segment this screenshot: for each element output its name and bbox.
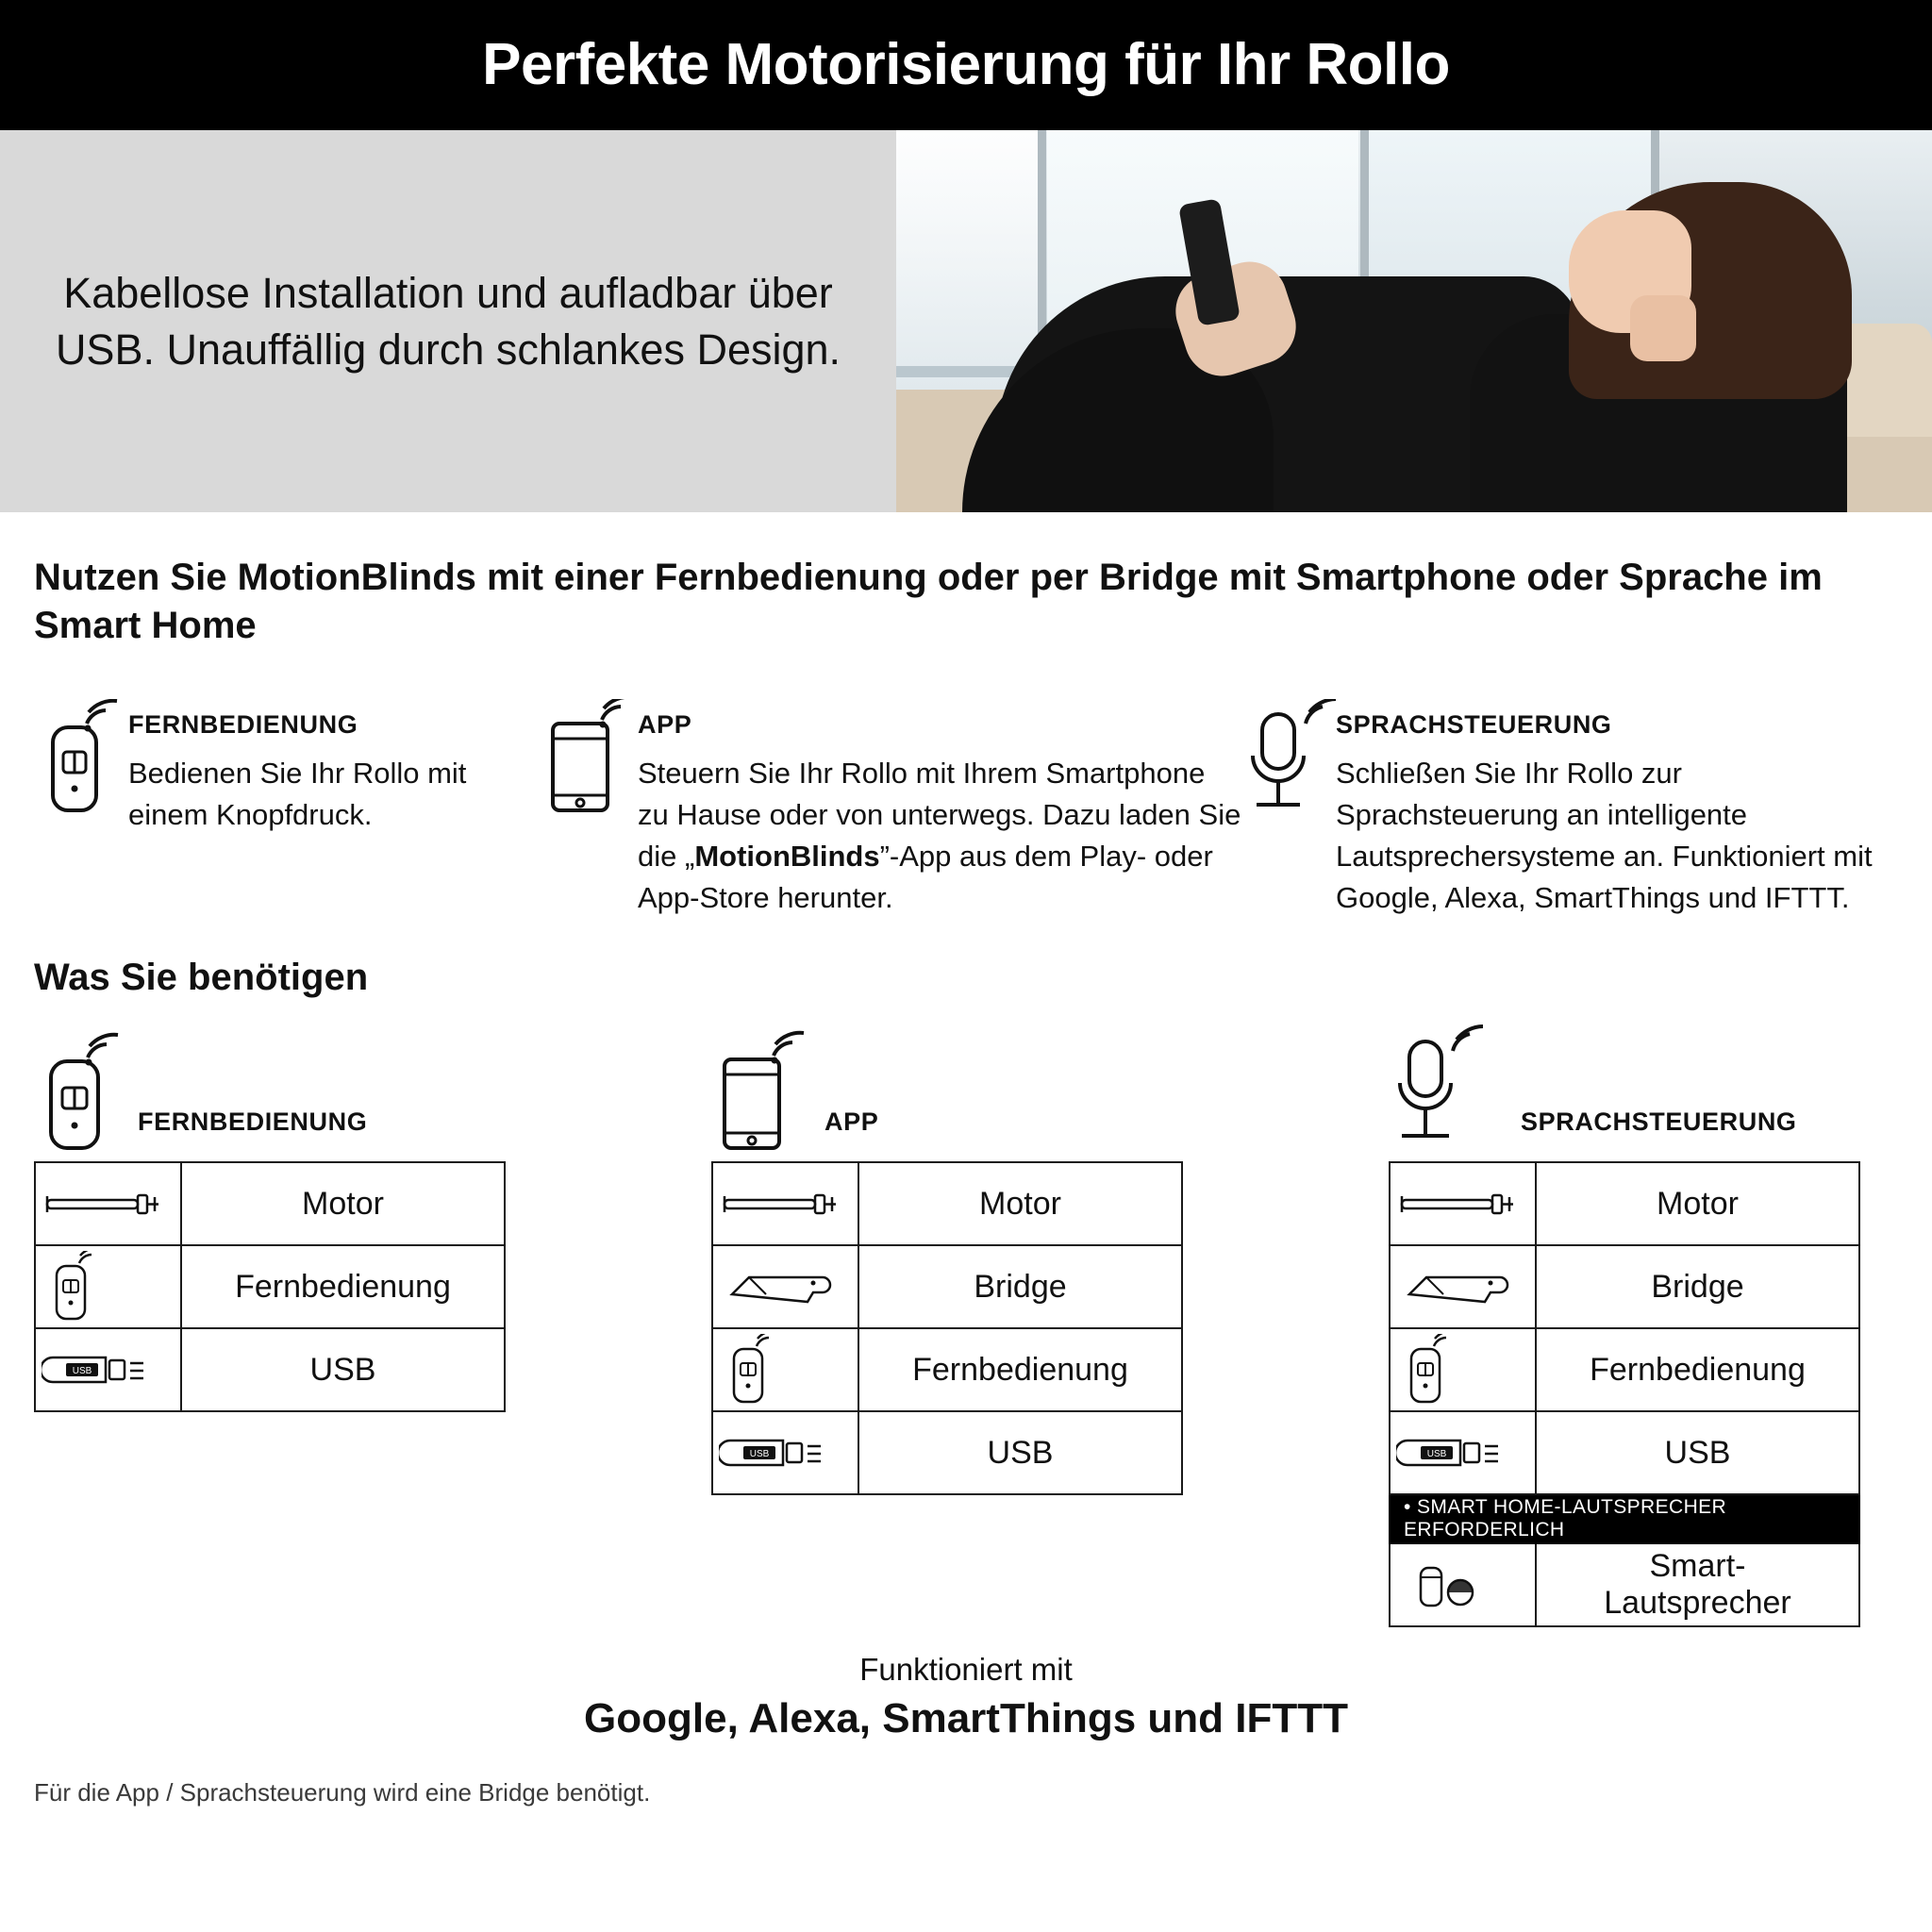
remote-control-icon [35,1245,181,1328]
requirement-name: Motor [1536,1162,1859,1245]
requirement-name: Motor [181,1162,505,1245]
feature-text [638,753,1241,919]
motor-icon [35,1162,181,1245]
requirements-table [34,1161,506,1412]
fineprint: Für die App / Sprachsteuerung wird eine Bridge benötigt. [34,1778,651,1807]
motor-icon [712,1162,858,1245]
hero-tagline: Kabellose Installation und aufladbar über USB. Unauffällig durch schlankes Design. [55,269,841,374]
remote-control-icon [34,695,128,919]
needs-column-sprachsteuerung [1389,1012,1898,1627]
usb-icon [712,1411,858,1494]
smart-speaker-icon [1390,1543,1536,1626]
motor-icon [1390,1162,1536,1245]
needs-column-label: FERNBEDIENUNG [138,1108,368,1137]
requirement-name: USB [1536,1411,1859,1494]
page-title: Perfekte Motorisierung für Ihr Rollo [482,32,1450,97]
table-row [712,1245,1182,1328]
table-row [1390,1328,1859,1411]
microphone-icon [1241,695,1336,919]
needs-column-fernbedienung [34,1012,711,1627]
needs-column-app [711,1012,1389,1627]
feature-fernbedienung [34,695,543,919]
table-row [1390,1162,1859,1245]
requirement-name: Bridge [1536,1245,1859,1328]
hero-photo [896,130,1932,512]
lead-paragraph: Nutzen Sie MotionBlinds mit einer Fernbedienung oder per Bridge mit Smartphone oder Sprache im Smart Home [34,557,1823,647]
table-row [712,1328,1182,1411]
feature-app [543,695,1241,919]
works-with-block [34,1652,1898,1742]
feature-text: Schließen Sie Ihr Rollo zur Sprachsteuerung an intelligente Lautsprechersysteme an. Funktioniert mit Google, Alexa, SmartThings und IFTTT. [1336,757,1873,915]
usb-icon [1390,1411,1536,1494]
table-row [35,1328,505,1411]
feature-text-part2: ”-App aus dem Play- oder App-Store herunter. [638,840,1213,915]
bridge-icon [712,1245,858,1328]
requirement-name: Motor [858,1162,1182,1245]
feature-title: APP [638,710,692,740]
speaker-required-note: • SMART HOME-LAUTSPRECHER ERFORDERLICH [1390,1494,1859,1543]
table-row [35,1245,505,1328]
remote-control-icon [1390,1328,1536,1411]
table-row [712,1162,1182,1245]
needs-column-label: SPRACHSTEUERUNG [1521,1108,1797,1137]
feature-sprachsteuerung [1241,695,1898,919]
smartphone-icon [711,1022,824,1154]
requirement-name: Bridge [858,1245,1182,1328]
remote-control-icon [34,1022,138,1154]
table-note-row [1390,1494,1859,1543]
feature-title: SPRACHSTEUERUNG [1336,710,1612,740]
remote-control-icon [712,1328,858,1411]
requirement-name: Fernbedienung [181,1245,505,1328]
feature-text-part1: Steuern Sie Ihr Rollo mit Ihrem Smartphone zu Hause oder von unterwegs. Dazu laden Sie die „ [638,757,1241,874]
svg-text:USB: USB [72,1366,92,1377]
table-row [1390,1245,1859,1328]
needs-column-label: APP [824,1108,879,1137]
svg-text:USB: USB [1426,1449,1447,1460]
hero-section [0,130,1932,512]
requirement-name: Fernbedienung [858,1328,1182,1411]
hero-text-block [0,130,896,512]
table-row [35,1162,505,1245]
needs-title: Was Sie benötigen [34,957,369,999]
needs-row [34,1012,1898,1627]
header-bar [0,0,1932,130]
works-with-label: Funktioniert mit [859,1652,1073,1688]
feature-title: FERNBEDIENUNG [128,710,358,740]
requirement-name: USB [181,1328,505,1411]
table-row [1390,1543,1859,1626]
feature-text: Bedienen Sie Ihr Rollo mit einem Knopfdruck. [128,757,467,832]
table-row [712,1411,1182,1494]
brand-name: MotionBlinds [694,840,880,874]
microphone-icon [1389,1017,1521,1154]
requirement-name: Smart-Lautsprecher [1536,1543,1859,1626]
features-row [34,695,1898,919]
requirements-table [711,1161,1183,1495]
requirement-name: Fernbedienung [1536,1328,1859,1411]
requirements-table [1389,1161,1860,1627]
bridge-icon [1390,1245,1536,1328]
requirement-name: USB [858,1411,1182,1494]
table-row [1390,1411,1859,1494]
works-with-brands: Google, Alexa, SmartThings und IFTTT [584,1695,1348,1742]
svg-text:USB: USB [749,1449,770,1460]
smartphone-icon [543,695,638,919]
usb-icon [35,1328,181,1411]
